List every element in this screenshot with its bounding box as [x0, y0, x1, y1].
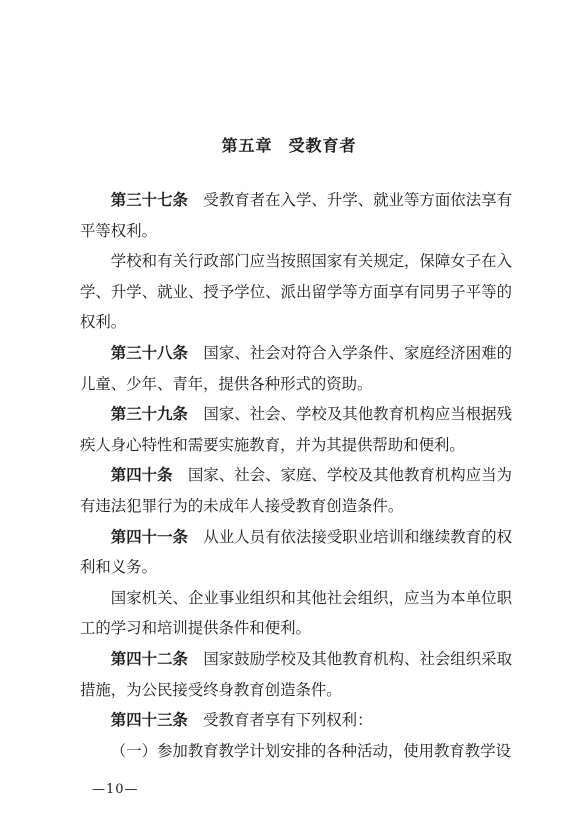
paragraph-text: 国家、社会、家庭、学校及其他教育机构应当为有违法犯罪行为的未成年人接受教育创造条件。	[80, 466, 512, 515]
paragraph-article-41	[80, 522, 512, 583]
page-number: —10—	[92, 782, 139, 797]
paragraph-text: （一）参加教育教学计划安排的各种活动，使用教育教学设	[110, 741, 511, 760]
chapter-body	[80, 185, 512, 766]
paragraph-article-38	[80, 338, 512, 399]
paragraph-article-43-item-1	[80, 736, 512, 767]
paragraph-text: 国家、社会对符合入学条件、家庭经济困难的儿童、少年、青年，提供各种形式的资助。	[80, 343, 512, 393]
article-number: 第四十三条	[110, 711, 188, 730]
article-number: 第三十八条	[110, 343, 188, 362]
paragraph-text: 国家机关、企业事业组织和其他社会组织，应当为本单位职工的学习和培训提供条件和便利。	[80, 588, 512, 638]
article-number: 第四十一条	[110, 527, 188, 546]
paragraph-article-37-clause	[80, 246, 512, 338]
paragraph-article-39	[80, 399, 512, 460]
paragraph-text: 国家鼓励学校及其他教育机构、社会组织采取措施，为公民接受终身教育创造条件。	[80, 649, 512, 699]
article-number: 第三十七条	[110, 191, 188, 209]
paragraph-article-37	[80, 185, 512, 246]
paragraph-article-41-clause	[80, 583, 512, 644]
paragraph-text: 学校和有关行政部门应当按照国家有关规定，保障女子在入学、升学、就业、授予学位、派出留学等方面享有同男子平等的权利。	[80, 252, 512, 332]
paragraph-text: 从业人员有依法接受职业培训和继续教育的权利和义务。	[80, 527, 512, 577]
chapter-title	[0, 133, 578, 156]
paragraph-text: 受教育者在入学、升学、就业等方面依法享有平等权利。	[80, 191, 512, 240]
article-number: 第四十二条	[110, 649, 188, 668]
paragraph-article-42	[80, 644, 512, 705]
chapter-number: 第五章	[221, 136, 273, 155]
paragraph-article-40	[80, 460, 512, 521]
article-number: 第三十九条	[110, 405, 188, 424]
chapter-name: 受教育者	[288, 136, 357, 155]
paragraph-text: 国家、社会、学校及其他教育机构应当根据残疾人身心特性和需要实施教育，并为其提供帮助和便利。	[80, 405, 512, 454]
paragraph-text: 受教育者享有下列权利：	[203, 711, 373, 730]
article-number: 第四十条	[110, 466, 173, 485]
paragraph-article-43	[80, 705, 512, 736]
